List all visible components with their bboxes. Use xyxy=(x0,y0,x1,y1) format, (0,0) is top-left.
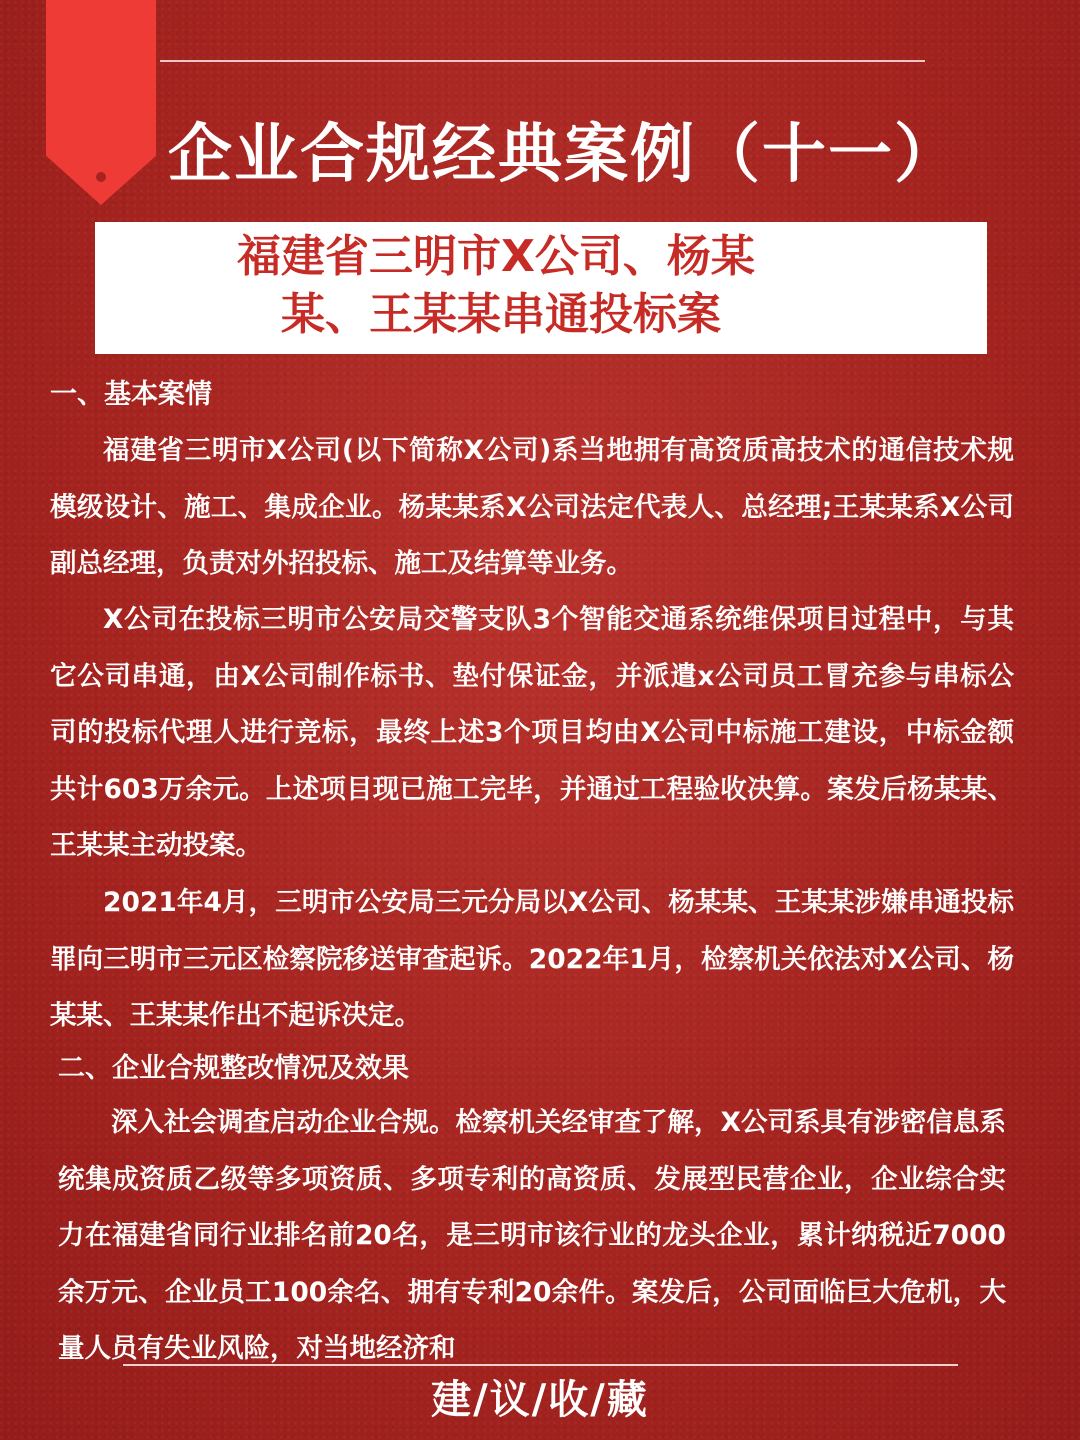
subtitle-line-2: 某、王某某串通投标案 xyxy=(281,289,721,340)
paragraph-compliance-investigation: 深入社会调查启动企业合规。检察机关经审查了解，X公司系具有涉密信息系统集成资质乙级等多项资质、多项专利的高资质、发展型民营企业，企业综合实力在福建省同行业排名前20名，是三明市该行业的龙头企业，累计纳税近7000余万元、企业员工100余名、拥有专利20余件。案发后，公司面临巨大危机，大量人员有失业风险，对当地经济和 xyxy=(58,1107,1006,1364)
paragraph-company-intro: 福建省三明市X公司(以下简称X公司)系当地拥有高资质高技术的通信技术规模级设计、施工、集成企业。杨某某系X公司法定代表人、总经理;王某某系X公司副总经理，负责对外招投标、施工及结算等业务。 xyxy=(50,435,1014,579)
subtitle-box xyxy=(95,222,987,354)
subtitle-line-1: 福建省三明市X公司、杨某 xyxy=(237,231,755,282)
paragraph-prosecution: 2021年4月，三明市公安局三元分局以X公司、杨某某、王某某涉嫌串通投标罪向三明市三元区检察院移送审查起诉。2022年1月，检察机关依法对X公司、杨某某、王某某作出不起诉决定。 xyxy=(50,887,1014,1031)
section-heading-compliance: 二、企业合规整改情况及效果 xyxy=(58,1053,409,1084)
bottom-divider xyxy=(123,1364,958,1366)
bookmark-hole-icon xyxy=(96,172,106,182)
footer-save-prompt: 建/议/收/藏 xyxy=(431,1376,649,1423)
page-title: 企业合规经典案例（十一） xyxy=(168,118,960,192)
section-heading-basic-facts: 一、基本案情 xyxy=(50,379,212,410)
top-divider xyxy=(160,60,925,62)
paragraph-bid-rigging: X公司在投标三明市公安局交警支队3个智能交通系统维保项目过程中，与其它公司串通，由X公司制作标书、垫付保证金，并派遣x公司员工冒充参与串标公司的投标代理人进行竞标，最终上述3个项目均由X公司中标施工建设，中标金额共计603万余元。上述项目现已施工完毕，并通过工程验收决算。案发后杨某某、王某某主动投案。 xyxy=(50,604,1014,861)
